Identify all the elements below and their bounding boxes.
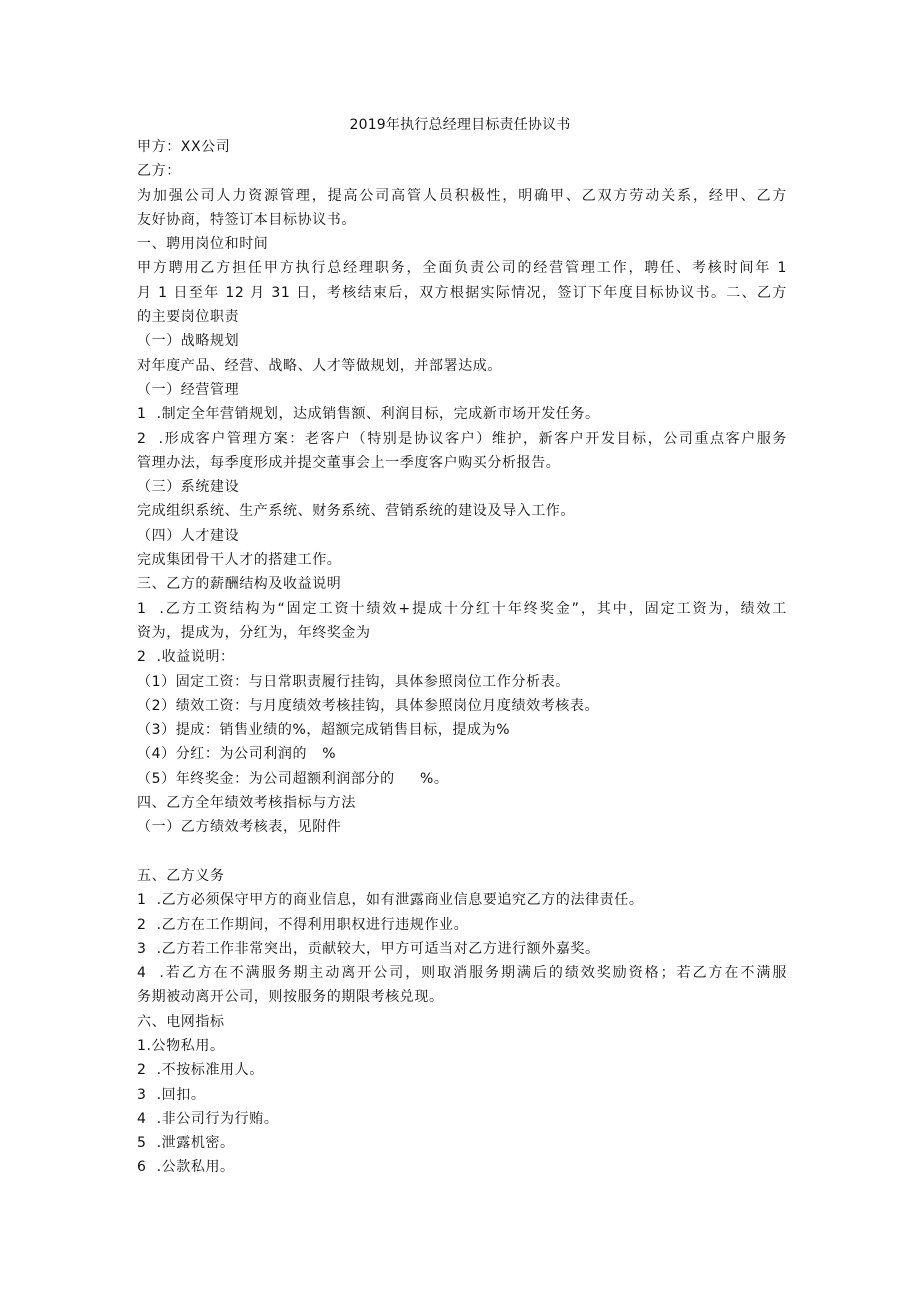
text-line: 完成组织系统、生产系统、财务系统、营销系统的建设及导入工作。 [137, 503, 575, 520]
text-line: 4 .非公司行为行贿。 [137, 1110, 279, 1127]
text-line: 2 .形成客户管理方案：老客户（特别是协议客户）维护，新客户开发目标，公司重点客户服务 [137, 430, 787, 447]
text-line: 资为，提成为，分红为，年终奖金为 [137, 624, 371, 641]
text-line: 完成集团骨干人才的搭建工作。 [137, 552, 342, 569]
document-title: 2019年执行总经理目标责任协议书 [349, 117, 571, 133]
text-line: 3 .乙方若工作非常突出，贡献较大，甲方可适当对乙方进行额外嘉奖。 [137, 940, 600, 957]
text-line: （三）系统建设 [137, 479, 240, 496]
text-line: 三、乙方的薪酬结构及收益说明 [137, 576, 342, 593]
text-line: 2 .收益说明： [137, 649, 235, 666]
text-line: （5）年终奖金：为公司超额利润部分的 %。 [137, 770, 449, 787]
text-line: 一、聘用岗位和时间 [137, 236, 269, 253]
text-line: （2）绩效工资：与月度绩效考核挂钩，具体参照岗位月度绩效考核表。 [137, 697, 600, 714]
text-line: （四）人才建设 [137, 527, 240, 544]
text-line: 3 .回扣。 [137, 1086, 206, 1103]
text-line: 五、乙方义务 [137, 867, 225, 884]
text-line: 2 .乙方在工作期间，不得利用职权进行违规作业。 [137, 916, 469, 933]
text-line: 的主要岗位职责 [137, 309, 240, 326]
text-line: 1 .乙方必须保守甲方的商业信息，如有泄露商业信息要追究乙方的法律责任。 [137, 892, 644, 909]
blank-line [137, 840, 787, 864]
text-line: （一）经营管理 [137, 381, 240, 398]
text-line: （1）固定工资：与日常职责履行挂钩，具体参照岗位工作分析表。 [137, 673, 570, 690]
text-line: 对年度产品、经营、战略、人才等做规划，并部署达成。 [137, 357, 502, 374]
text-line: 甲方：XX公司 [137, 139, 231, 155]
text-line: （4）分红：为公司利润的 % [137, 746, 337, 763]
text-line: 1 .乙方工资结构为“固定工资十绩效+提成十分红十年终奖金”，其中，固定工资为，绩效工 [137, 600, 787, 617]
text-line: 为加强公司人力资源管理，提高公司高管人员积极性，明确甲、乙双方劳动关系，经甲、乙方 [137, 187, 787, 204]
text-line: （一）乙方绩效考核表，见附件 [137, 819, 342, 836]
text-line: （一）战略规划 [137, 333, 240, 350]
text-line: 1.公物私用。 [137, 1037, 225, 1054]
document-body [137, 135, 787, 1180]
text-line: 六、电网指标 [137, 1013, 225, 1030]
text-line: （3）提成：销售业绩的%，超额完成销售目标，提成为% [137, 722, 511, 739]
text-line: 四、乙方全年绩效考核指标与方法 [137, 795, 356, 812]
text-line: 友好协商，特签订本目标协议书。 [137, 211, 356, 228]
text-line: 2 .不按标准用人。 [137, 1062, 264, 1079]
text-line: 务期被动离开公司，则按服务的期限考核兑现。 [137, 989, 444, 1006]
text-line: 甲方聘用乙方担任甲方执行总经理职务，全面负责公司的经营管理工作，聘任、考核时间年 1 [137, 260, 787, 277]
text-line: 月 1 日至年 12 月 31 日，考核结束后，双方根据实际情况，签订下年度目标协议书。二、乙方 [137, 284, 787, 301]
text-line: 1 .制定全年营销规划，达成销售额、利润目标，完成新市场开发任务。 [137, 406, 600, 423]
text-line: 6 .公款私用。 [137, 1159, 235, 1176]
text-line: 5 .泄露机密。 [137, 1135, 235, 1152]
text-line: 4 .若乙方在不满服务期主动离开公司，则取消服务期满后的绩效奖励资格；若乙方在不满服 [137, 965, 787, 982]
text-line: 管理办法，每季度形成并提交董事会上一季度客户购买分析报告。 [137, 454, 561, 471]
text-line: 乙方： [137, 163, 181, 180]
